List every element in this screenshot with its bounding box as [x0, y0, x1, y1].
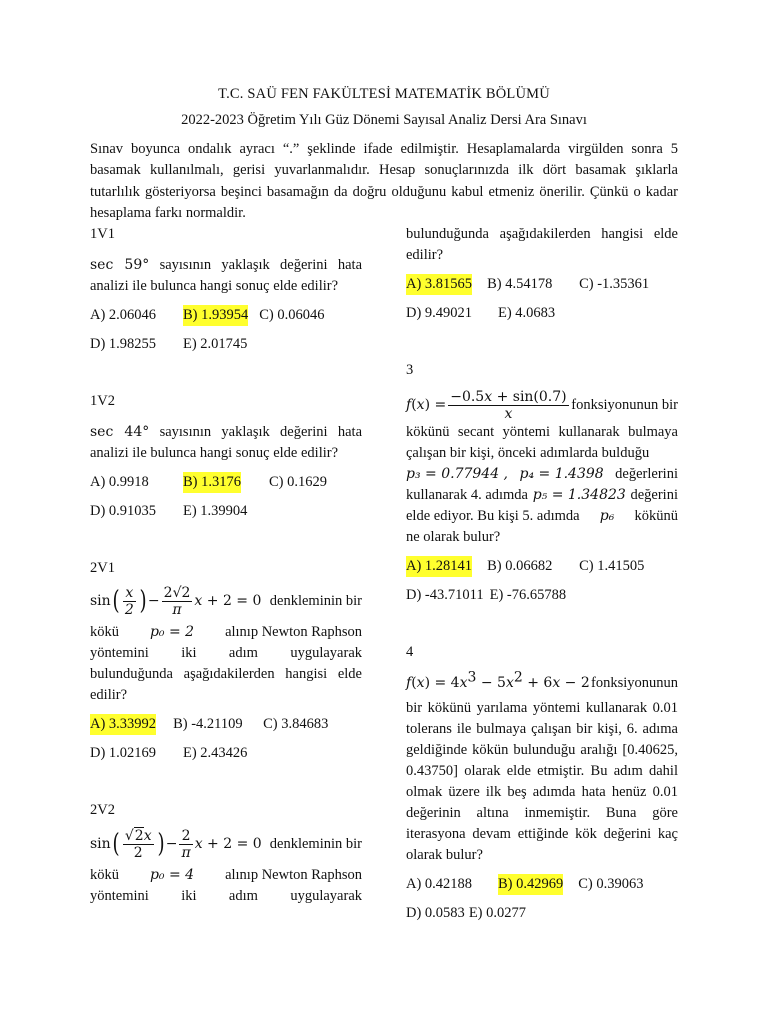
option-d[interactable]: D) -43.71011	[406, 587, 484, 603]
question-text: kökünü secant yöntemi kullanarak bulmaya çalışan bir kişi, önceki adımlarda bulduğu	[406, 424, 678, 461]
question-text: yöntemini iki adım uygulayarak bulunduğunda aşağıdakilerden hangisi elde edilir?	[90, 645, 362, 703]
option-a[interactable]: A) 0.42188	[406, 876, 473, 892]
equation-line	[406, 389, 678, 422]
math-expression: sec 44°	[90, 424, 150, 440]
question-text: yöntemini iki adım uygulayarak	[90, 888, 362, 904]
question-3: 3 f ( x ) = $\frac{-0.5x + \sin(0.7)}{x}$ fonksiyonunun bir kökünü secant yöntemi kullanarak bulmaya çalışan bir kişi, önceki adımlarda bulduğu p₃ = 0.77944 , p₄ = 1.4398 değerlerini kullanarak 4. adımda p₅ = 1.34823 değerini elde ediyor. Bu kişi 5. adımda p₆ kökünü ne olarak bulur? A) 1.28141 B) 0.06682 C) 1.41505 D) -43.71011 E) -76.65788	[406, 360, 678, 606]
value-p6: p₆	[599, 508, 615, 524]
option-e[interactable]: E) 1.39904	[183, 503, 248, 519]
value-p5: p₅ = 1.34823	[532, 487, 626, 503]
option-e[interactable]: E) 2.01745	[183, 336, 248, 352]
question-2v2-continued	[406, 224, 678, 324]
option-c[interactable]: C) 0.1629	[269, 474, 327, 490]
answer-options-row-2	[406, 303, 678, 324]
left-column	[90, 224, 362, 907]
initial-value: p₀ = 4	[149, 867, 195, 883]
question-4	[406, 642, 678, 924]
question-id: 3	[406, 362, 414, 378]
equation: sin ( $\frac{√2x}{2}$ ) − $\frac{2}{\pi}$ x + 2 = 0	[90, 827, 262, 861]
equation: $f(x) = 4x^3 - 5x^2 + 6x - 2$	[406, 669, 590, 691]
option-e[interactable]: E) -76.65788	[489, 587, 567, 603]
equation-line	[90, 827, 362, 861]
question-id: 1V1	[90, 226, 115, 242]
question-text: sec 44° sayısının yaklaşık değerini hata analizi ile bulunca hangi sonuç elde edilir?	[90, 424, 363, 461]
answer-options-row-1	[406, 556, 678, 577]
option-c[interactable]: C) 0.39063	[578, 876, 644, 892]
option-b[interactable]: B) 1.3176	[183, 472, 241, 493]
exam-instructions: Sınav boyunca ondalık ayracı “.” şeklinde ifade edilmiştir. Hesaplamalarda virgülden sonra 5 basamak kullanılmalı, gerisi yuvarlanmalıdır. Hesap sonuçlarınızda ilk dört basamak şıklarla tutarlılık gösteriyorsa beşinci basamağın da doğru olduğunu kabul etmeniz önerilir. Çünkü o kadar hesaplama farkı normaldir.	[90, 141, 678, 222]
option-c[interactable]: C) 3.84683	[263, 716, 329, 732]
equation: sin ( $\frac{x}{2}$ ) − $\frac{2√2}{\pi}$ x + 2 = 0	[90, 585, 262, 618]
answer-options-row-2	[90, 743, 362, 764]
math-expression: sec 59°	[90, 257, 150, 273]
option-a[interactable]: A) 0.9918	[90, 474, 149, 490]
question-values-line: kullanarak 4. adımda p₅ = 1.34823 değerini	[406, 485, 678, 506]
question-id: 2V1	[90, 560, 115, 576]
option-d[interactable]: D) 0.0583	[406, 905, 465, 921]
question-line-2: kökü p₀ = 2 alınıp Newton Raphson	[90, 622, 362, 643]
question-values-line: elde ediyor. Bu kişi 5. adımda p₆ kökünü	[406, 506, 678, 527]
equation-tail: fonksiyonunun bir	[571, 397, 678, 413]
option-d[interactable]: D) 9.49021	[406, 305, 473, 321]
option-e[interactable]: E) 2.43426	[183, 745, 248, 761]
option-c[interactable]: C) -1.35361	[579, 276, 650, 292]
question-id: 2V2	[90, 802, 115, 818]
right-column	[406, 224, 678, 924]
answer-options-row-1	[406, 874, 678, 895]
question-text: bir kökünü yarılama yöntemi kullanarak 0.01 tolerans ile bulmaya çalışan bir kişi, 6. adıma geldiğinde kökün bulunduğu aralığı [0.40625, 0.43750] olarak elde etmiştir. Bu adım dahil olmak üzere ilk beş adımda hata henüz 0.01 değerinin altına inmemiştir. Buna göre iterasyona devam ettiğinde kök değerini kaç olarak bulur?	[406, 700, 678, 863]
option-a[interactable]: A) 3.33992	[90, 714, 156, 735]
option-e[interactable]: E) 4.0683	[498, 305, 556, 321]
answer-options-row-2	[406, 903, 678, 924]
answer-options-row-1	[90, 472, 362, 493]
question-2v2	[90, 800, 362, 907]
value-p3: p₃ = 0.77944 ,	[406, 466, 508, 482]
question-1v2	[90, 391, 362, 522]
value-p4: p₄ = 1.4398	[519, 466, 604, 482]
equation-tail: denkleminin bir	[269, 835, 362, 852]
question-text-continued: bulunduğunda aşağıdakilerden hangisi elde edilir?	[406, 226, 678, 263]
page-subtitle: 2022-2023 Öğretim Yılı Güz Dönemi Sayısal Analiz Dersi Ara Sınavı	[181, 112, 587, 128]
answer-options-row-2	[90, 501, 362, 522]
answer-options-row-2	[406, 585, 678, 606]
option-d[interactable]: D) 1.98255	[90, 336, 157, 352]
option-b[interactable]: B) -4.21109	[173, 716, 243, 732]
option-b[interactable]: B) 1.93954	[183, 305, 248, 326]
equation-line	[406, 669, 678, 694]
option-c[interactable]: C) 0.06046	[259, 307, 325, 323]
answer-options-row-1	[90, 714, 362, 735]
question-text: sec 59° sayısının yaklaşık değerini hata analizi ile bulunca hangi sonuç elde edilir?	[90, 257, 363, 294]
question-values-line: p₃ = 0.77944 , p₄ = 1.4398 değerlerini	[406, 464, 678, 485]
question-1v1	[90, 224, 362, 355]
equation: f ( x ) = $\frac{-0.5x + \sin(0.7)}{x}$	[406, 389, 567, 422]
answer-options-row-2	[90, 334, 362, 355]
answer-options-row-1	[90, 305, 362, 326]
option-b[interactable]: B) 0.06682	[487, 558, 553, 574]
question-2v1	[90, 558, 362, 764]
option-a[interactable]: A) 1.28141	[406, 556, 472, 577]
question-id: 4	[406, 644, 414, 660]
equation-tail: fonksiyonunun	[591, 675, 678, 691]
option-b[interactable]: B) 4.54178	[487, 276, 553, 292]
option-c[interactable]: C) 1.41505	[579, 558, 645, 574]
equation-line	[90, 585, 362, 618]
option-a[interactable]: A) 2.06046	[90, 307, 157, 323]
option-b[interactable]: B) 0.42969	[498, 874, 563, 895]
answer-options-row-1	[406, 274, 678, 295]
initial-value: p₀ = 2	[149, 624, 195, 640]
option-d[interactable]: D) 0.91035	[90, 503, 157, 519]
equation-tail: denkleminin bir	[269, 593, 362, 609]
page-title: T.C. SAÜ FEN FAKÜLTESİ MATEMATİK BÖLÜMÜ	[218, 86, 550, 102]
option-a[interactable]: A) 3.81565	[406, 274, 472, 295]
question-id: 1V2	[90, 393, 115, 409]
question-line-2: kökü p₀ = 4 alınıp Newton Raphson	[90, 865, 362, 886]
option-e[interactable]: E) 0.0277	[468, 905, 526, 921]
option-d[interactable]: D) 1.02169	[90, 745, 157, 761]
